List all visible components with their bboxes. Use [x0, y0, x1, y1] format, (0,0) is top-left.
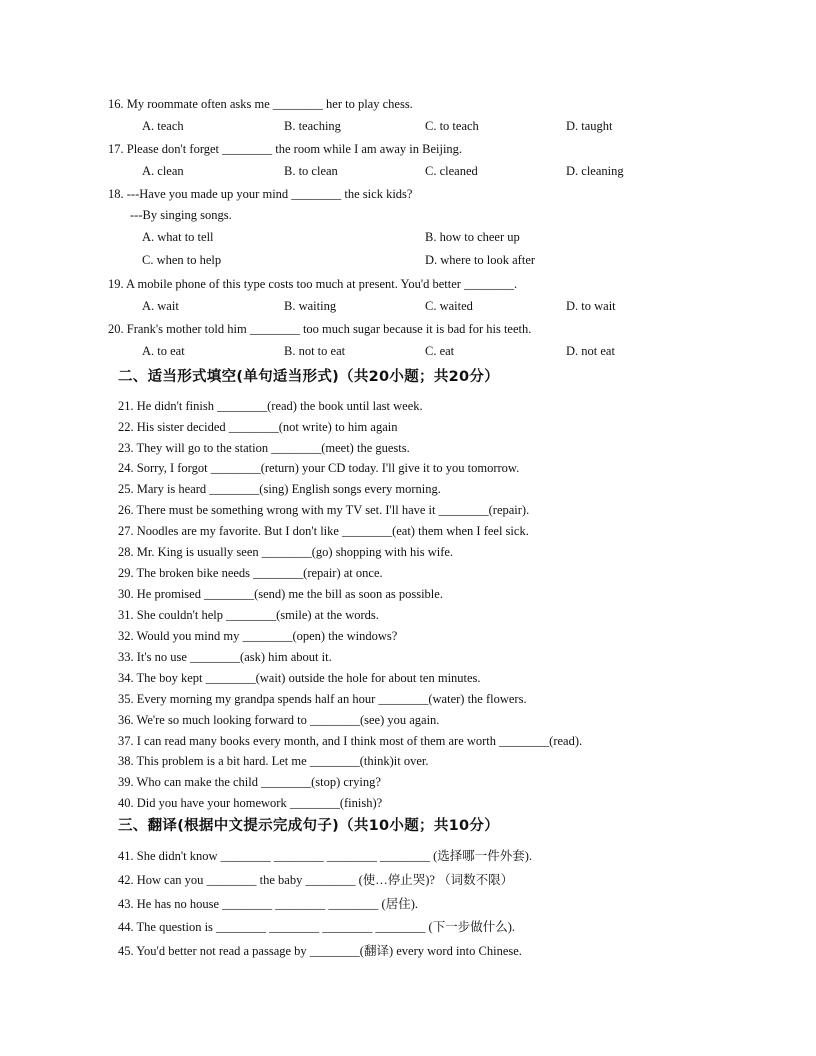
- fill-item-40: 40. Did you have your homework ________(finish)?: [118, 796, 383, 810]
- q19-option-c: C. waited: [425, 299, 473, 313]
- fill-item-31: 31. She couldn't help ________(smile) at the words.: [118, 608, 379, 622]
- q16-option-c: C. to teach: [425, 119, 479, 133]
- question-20: 20. Frank's mother told him ________ too much sugar because it is bad for his teeth.: [108, 322, 532, 336]
- question-18: 18. ---Have you made up your mind ________ the sick kids?: [108, 187, 413, 201]
- q17-option-c: C. cleaned: [425, 164, 478, 178]
- q16-option-a: A. teach: [142, 119, 184, 133]
- fill-item-39: 39. Who can make the child ________(stop) crying?: [118, 775, 381, 789]
- q18-option-c: C. when to help: [142, 253, 222, 267]
- q18-option-d: D. where to look after: [425, 253, 536, 267]
- q17-option-d: D. cleaning: [566, 164, 624, 178]
- fill-item-30: 30. He promised ________(send) me the bill as soon as possible.: [118, 587, 443, 601]
- fill-item-25: 25. Mary is heard ________(sing) English songs every morning.: [118, 482, 441, 496]
- translate-item-41: 41. She didn't know ________ ________ ________ ________ (选择哪一件外套).: [118, 849, 533, 863]
- translate-item-43: 43. He has no house ________ ________ ________ (居住).: [118, 897, 418, 911]
- q20-option-a: A. to eat: [142, 344, 185, 358]
- fill-item-28: 28. Mr. King is usually seen ________(go) shopping with his wife.: [118, 545, 454, 559]
- fill-item-37: 37. I can read many books every month, and I think most of them are worth ________(read).: [118, 734, 583, 748]
- q20-option-c: C. eat: [425, 344, 455, 358]
- question-17: 17. Please don't forget ________ the room while I am away in Beijing.: [108, 142, 463, 156]
- q20-option-b: B. not to eat: [284, 344, 346, 358]
- fill-item-33: 33. It's no use ________(ask) him about it.: [118, 650, 332, 664]
- q20-option-d: D. not eat: [566, 344, 615, 358]
- q19-option-b: B. waiting: [284, 299, 337, 313]
- fill-item-38: 38. This problem is a bit hard. Let me ________(think)it over.: [118, 754, 429, 768]
- q16-option-d: D. taught: [566, 119, 613, 133]
- section-3-heading: 三、翻译(根据中文提示完成句子)（共10小题；共10分）: [118, 818, 500, 834]
- q17-option-b: B. to clean: [284, 164, 338, 178]
- fill-item-34: 34. The boy kept ________(wait) outside the hole for about ten minutes.: [118, 671, 481, 685]
- q17-option-a: A. clean: [142, 164, 184, 178]
- fill-item-24: 24. Sorry, I forgot ________(return) your CD today. I'll give it to you tomorrow.: [118, 461, 520, 475]
- q16-option-b: B. teaching: [284, 119, 341, 133]
- q19-option-d: D. to wait: [566, 299, 616, 313]
- fill-item-36: 36. We're so much looking forward to ________(see) you again.: [118, 713, 440, 727]
- translate-item-44: 44. The question is ________ ________ ________ ________ (下一步做什么).: [118, 920, 515, 934]
- translate-item-45: 45. You'd better not read a passage by ________(翻译) every word into Chinese.: [118, 944, 522, 958]
- fill-item-29: 29. The broken bike needs ________(repair) at once.: [118, 566, 383, 580]
- q18-option-a: A. what to tell: [142, 230, 214, 244]
- question-16: 16. My roommate often asks me ________ her to play chess.: [108, 97, 413, 111]
- q18-reply: ---By singing songs.: [130, 208, 232, 222]
- section-2-heading: 二、适当形式填空(单句适当形式)（共20小题；共20分）: [118, 369, 500, 385]
- q18-option-b: B. how to cheer up: [425, 230, 520, 244]
- question-19: 19. A mobile phone of this type costs too much at present. You'd better ________.: [108, 277, 518, 291]
- fill-item-32: 32. Would you mind my ________(open) the windows?: [118, 629, 398, 643]
- fill-item-27: 27. Noodles are my favorite. But I don't like ________(eat) them when I feel sick.: [118, 524, 529, 538]
- fill-item-26: 26. There must be something wrong with my TV set. I'll have it ________(repair).: [118, 503, 530, 517]
- fill-item-35: 35. Every morning my grandpa spends half an hour ________(water) the flowers.: [118, 692, 527, 706]
- translate-item-42: 42. How can you ________ the baby ________ (使…停止哭)? （词数不限）: [118, 873, 514, 887]
- fill-item-22: 22. His sister decided ________(not write) to him again: [118, 420, 398, 434]
- fill-item-23: 23. They will go to the station ________(meet) the guests.: [118, 441, 410, 455]
- q19-option-a: A. wait: [142, 299, 179, 313]
- fill-item-21: 21. He didn't finish ________(read) the book until last week.: [118, 399, 423, 413]
